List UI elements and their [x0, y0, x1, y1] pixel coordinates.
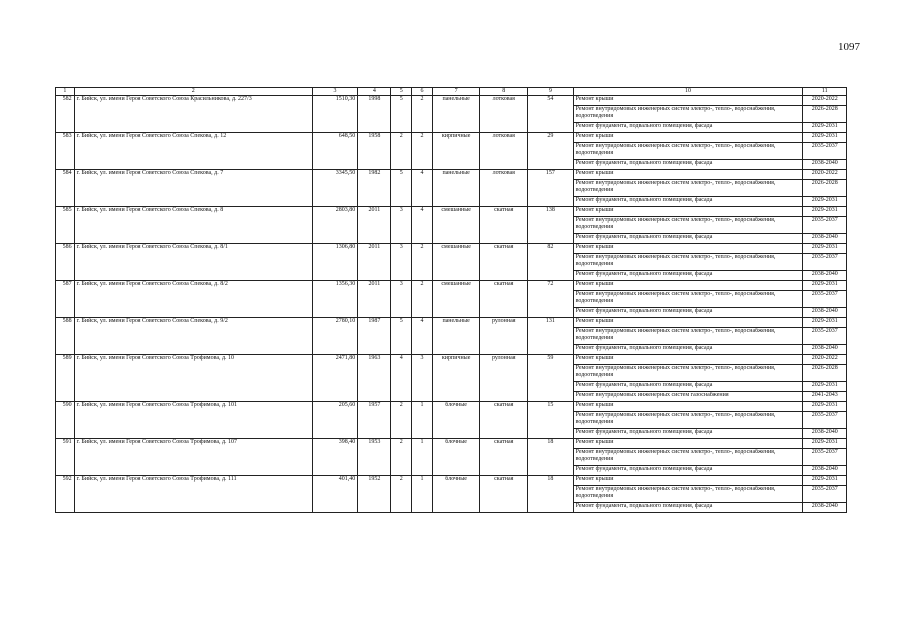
cell-address: г. Бийск, ул. имени Героя Советского Союза Спекова, д. 7 [74, 170, 312, 207]
cell-residents: 138 [528, 207, 574, 244]
cell-floors: 4 [391, 355, 412, 402]
cell-walls: панельные [432, 96, 480, 133]
cell-roof: скатная [480, 207, 528, 244]
table-row [56, 170, 847, 180]
cell-floors: 2 [391, 439, 412, 476]
cell-area: 2780,10 [312, 318, 358, 355]
table-row [56, 96, 847, 106]
cell-address: г. Бийск, ул. имени Героя Советского Союза Трофимова, д. 107 [74, 439, 312, 476]
cell-period: 2029-2031 [803, 244, 847, 254]
cell-floors: 5 [391, 170, 412, 207]
cell-number: 590 [56, 402, 75, 439]
cell-walls: кирпичные [432, 133, 480, 170]
cell-number: 582 [56, 96, 75, 133]
cell-roof: скатная [480, 402, 528, 439]
cell-entrances: 4 [412, 207, 433, 244]
cell-roof: лотковая [480, 96, 528, 133]
cell-period: 2029-2031 [803, 318, 847, 328]
cell-work: Ремонт фундамента, подвального помещения, фасада [573, 308, 803, 318]
cell-area: 2803,80 [312, 207, 358, 244]
cell-area: 401,40 [312, 476, 358, 513]
cell-period: 2029-2031 [803, 207, 847, 217]
cell-entrances: 3 [412, 355, 433, 402]
cell-number: 592 [56, 476, 75, 513]
cell-work: Ремонт крыши [573, 402, 803, 412]
cell-entrances: 4 [412, 318, 433, 355]
cell-work: Ремонт внутридомовых инженерных систем газоснабжения [573, 392, 803, 402]
cell-work: Ремонт крыши [573, 476, 803, 486]
cell-work: Ремонт внутридомовых инженерных систем электро-, тепло-, водоснабжения, водоотведения [573, 180, 803, 197]
column-header: 7 [432, 88, 480, 96]
cell-area: 205,60 [312, 402, 358, 439]
column-header: 8 [480, 88, 528, 96]
table-row [56, 281, 847, 291]
cell-work: Ремонт внутридомовых инженерных систем электро-, тепло-, водоснабжения, водоотведения [573, 254, 803, 271]
cell-area: 3345,50 [312, 170, 358, 207]
cell-entrances: 1 [412, 476, 433, 513]
cell-period: 2038-2040 [803, 429, 847, 439]
cell-work: Ремонт крыши [573, 355, 803, 365]
table-row [56, 133, 847, 143]
cell-address: г. Бийск, ул. имени Героя Советского Союза Красильникова, д. 227/3 [74, 96, 312, 133]
cell-roof: скатная [480, 244, 528, 281]
cell-walls: блочные [432, 439, 480, 476]
cell-period: 2035-2037 [803, 449, 847, 466]
cell-period: 2038-2040 [803, 503, 847, 513]
cell-work: Ремонт внутридомовых инженерных систем электро-, тепло-, водоснабжения, водоотведения [573, 106, 803, 123]
cell-area: 648,50 [312, 133, 358, 170]
table-row [56, 318, 847, 328]
cell-number: 584 [56, 170, 75, 207]
cell-entrances: 2 [412, 96, 433, 133]
column-header: 10 [573, 88, 803, 96]
cell-period: 2038-2040 [803, 160, 847, 170]
cell-period: 2029-2031 [803, 281, 847, 291]
column-header: 3 [312, 88, 358, 96]
cell-period: 2029-2031 [803, 123, 847, 133]
cell-residents: 131 [528, 318, 574, 355]
cell-period: 2029-2031 [803, 439, 847, 449]
cell-work: Ремонт крыши [573, 207, 803, 217]
table-row [56, 402, 847, 412]
column-header: 4 [358, 88, 391, 96]
cell-work: Ремонт фундамента, подвального помещения, фасада [573, 503, 803, 513]
cell-period: 2029-2031 [803, 382, 847, 392]
table-row [56, 207, 847, 217]
cell-residents: 157 [528, 170, 574, 207]
cell-period: 2035-2037 [803, 291, 847, 308]
cell-entrances: 2 [412, 133, 433, 170]
cell-walls: панельные [432, 318, 480, 355]
cell-entrances: 1 [412, 439, 433, 476]
cell-roof: рулонная [480, 318, 528, 355]
cell-period: 2029-2031 [803, 133, 847, 143]
cell-work: Ремонт внутридомовых инженерных систем электро-, тепло-, водоснабжения, водоотведения [573, 365, 803, 382]
cell-work: Ремонт внутридомовых инженерных систем электро-, тепло-, водоснабжения, водоотведения [573, 449, 803, 466]
page-number: 1097 [838, 41, 860, 53]
cell-address: г. Бийск, ул. имени Героя Советского Союза Спекова, д. 8/2 [74, 281, 312, 318]
cell-area: 1306,80 [312, 244, 358, 281]
cell-period: 2029-2031 [803, 197, 847, 207]
cell-entrances: 1 [412, 402, 433, 439]
cell-period: 2035-2037 [803, 143, 847, 160]
cell-work: Ремонт крыши [573, 170, 803, 180]
table-body [56, 96, 847, 513]
cell-roof: скатная [480, 281, 528, 318]
table-row [56, 355, 847, 365]
cell-period: 2035-2037 [803, 328, 847, 345]
cell-entrances: 2 [412, 244, 433, 281]
cell-area: 1510,30 [312, 96, 358, 133]
table-row [56, 476, 847, 486]
cell-period: 2035-2037 [803, 254, 847, 271]
cell-period: 2026-2028 [803, 106, 847, 123]
cell-period: 2038-2040 [803, 271, 847, 281]
cell-period: 2020-2022 [803, 355, 847, 365]
cell-year: 2011 [358, 244, 391, 281]
cell-work: Ремонт фундамента, подвального помещения, фасада [573, 271, 803, 281]
cell-walls: блочные [432, 402, 480, 439]
cell-area: 2471,80 [312, 355, 358, 402]
cell-work: Ремонт фундамента, подвального помещения, фасада [573, 345, 803, 355]
column-header: 1 [56, 88, 75, 96]
cell-period: 2038-2040 [803, 466, 847, 476]
cell-entrances: 2 [412, 281, 433, 318]
cell-work: Ремонт фундамента, подвального помещения, фасада [573, 234, 803, 244]
cell-address: г. Бийск, ул. имени Героя Советского Союза Трофимова, д. 101 [74, 402, 312, 439]
cell-year: 2011 [358, 207, 391, 244]
cell-walls: смешанные [432, 244, 480, 281]
cell-work: Ремонт внутридомовых инженерных систем электро-, тепло-, водоснабжения, водоотведения [573, 486, 803, 503]
cell-residents: 29 [528, 133, 574, 170]
cell-year: 1957 [358, 402, 391, 439]
cell-walls: панельные [432, 170, 480, 207]
cell-period: 2026-2028 [803, 180, 847, 197]
cell-period: 2038-2040 [803, 345, 847, 355]
column-number-row [56, 88, 847, 96]
cell-walls: кирпичные [432, 355, 480, 402]
cell-floors: 2 [391, 476, 412, 513]
cell-address: г. Бийск, ул. имени Героя Советского Союза Спекова, д. 9/2 [74, 318, 312, 355]
cell-residents: 82 [528, 244, 574, 281]
cell-residents: 15 [528, 402, 574, 439]
table-row [56, 244, 847, 254]
column-header: 2 [74, 88, 312, 96]
cell-number: 587 [56, 281, 75, 318]
cell-year: 1958 [358, 133, 391, 170]
cell-work: Ремонт внутридомовых инженерных систем электро-, тепло-, водоснабжения, водоотведения [573, 412, 803, 429]
cell-floors: 5 [391, 318, 412, 355]
cell-address: г. Бийск, ул. имени Героя Советского Союза Трофимова, д. 10 [74, 355, 312, 402]
cell-floors: 3 [391, 244, 412, 281]
cell-walls: блочные [432, 476, 480, 513]
cell-year: 1998 [358, 96, 391, 133]
cell-number: 591 [56, 439, 75, 476]
table-row [56, 439, 847, 449]
cell-residents: 18 [528, 476, 574, 513]
cell-work: Ремонт внутридомовых инженерных систем электро-, тепло-, водоснабжения, водоотведения [573, 217, 803, 234]
cell-residents: 72 [528, 281, 574, 318]
column-header: 5 [391, 88, 412, 96]
cell-work: Ремонт фундамента, подвального помещения, фасада [573, 123, 803, 133]
cell-address: г. Бийск, ул. имени Героя Советского Союза Спекова, д. 8/1 [74, 244, 312, 281]
cell-entrances: 4 [412, 170, 433, 207]
cell-number: 585 [56, 207, 75, 244]
cell-work: Ремонт крыши [573, 318, 803, 328]
cell-period: 2020-2022 [803, 170, 847, 180]
cell-walls: смешанные [432, 281, 480, 318]
cell-roof: лотковая [480, 133, 528, 170]
cell-work: Ремонт внутридомовых инженерных систем электро-, тепло-, водоснабжения, водоотведения [573, 143, 803, 160]
column-header: 9 [528, 88, 574, 96]
cell-roof: скатная [480, 476, 528, 513]
cell-floors: 2 [391, 402, 412, 439]
cell-period: 2035-2037 [803, 412, 847, 429]
cell-work: Ремонт внутридомовых инженерных систем электро-, тепло-, водоснабжения, водоотведения [573, 291, 803, 308]
cell-year: 2011 [358, 281, 391, 318]
cell-area: 398,40 [312, 439, 358, 476]
cell-period: 2026-2028 [803, 365, 847, 382]
cell-floors: 3 [391, 207, 412, 244]
cell-floors: 3 [391, 281, 412, 318]
cell-period: 2038-2040 [803, 234, 847, 244]
cell-period: 2035-2037 [803, 217, 847, 234]
cell-year: 1953 [358, 439, 391, 476]
cell-work: Ремонт фундамента, подвального помещения, фасада [573, 382, 803, 392]
cell-area: 1356,30 [312, 281, 358, 318]
cell-period: 2029-2031 [803, 476, 847, 486]
cell-work: Ремонт крыши [573, 439, 803, 449]
cell-work: Ремонт внутридомовых инженерных систем электро-, тепло-, водоснабжения, водоотведения [573, 328, 803, 345]
cell-year: 1982 [358, 170, 391, 207]
cell-floors: 5 [391, 96, 412, 133]
cell-walls: смешанные [432, 207, 480, 244]
cell-work: Ремонт крыши [573, 133, 803, 143]
cell-year: 1952 [358, 476, 391, 513]
cell-work: Ремонт крыши [573, 244, 803, 254]
cell-work: Ремонт фундамента, подвального помещения, фасада [573, 429, 803, 439]
cell-address: г. Бийск, ул. имени Героя Советского Союза Трофимова, д. 111 [74, 476, 312, 513]
cell-work: Ремонт крыши [573, 96, 803, 106]
cell-work: Ремонт фундамента, подвального помещения, фасада [573, 197, 803, 207]
cell-address: г. Бийск, ул. имени Героя Советского Союза Спекова, д. 12 [74, 133, 312, 170]
housing-repair-table [55, 87, 847, 513]
cell-work: Ремонт крыши [573, 281, 803, 291]
cell-number: 586 [56, 244, 75, 281]
column-header: 6 [412, 88, 433, 96]
cell-residents: 18 [528, 439, 574, 476]
cell-residents: 59 [528, 355, 574, 402]
cell-number: 589 [56, 355, 75, 402]
cell-number: 583 [56, 133, 75, 170]
cell-work: Ремонт фундамента, подвального помещения, фасада [573, 160, 803, 170]
cell-floors: 2 [391, 133, 412, 170]
cell-year: 1987 [358, 318, 391, 355]
cell-work: Ремонт фундамента, подвального помещения, фасада [573, 466, 803, 476]
cell-period: 2038-2040 [803, 308, 847, 318]
cell-address: г. Бийск, ул. имени Героя Советского Союза Спекова, д. 8 [74, 207, 312, 244]
cell-period: 2029-2031 [803, 402, 847, 412]
cell-period: 2035-2037 [803, 486, 847, 503]
cell-roof: рулонная [480, 355, 528, 402]
cell-period: 2041-2043 [803, 392, 847, 402]
cell-residents: 54 [528, 96, 574, 133]
cell-roof: лотковая [480, 170, 528, 207]
cell-roof: скатная [480, 439, 528, 476]
cell-year: 1963 [358, 355, 391, 402]
cell-period: 2020-2022 [803, 96, 847, 106]
cell-number: 588 [56, 318, 75, 355]
column-header: 11 [803, 88, 847, 96]
